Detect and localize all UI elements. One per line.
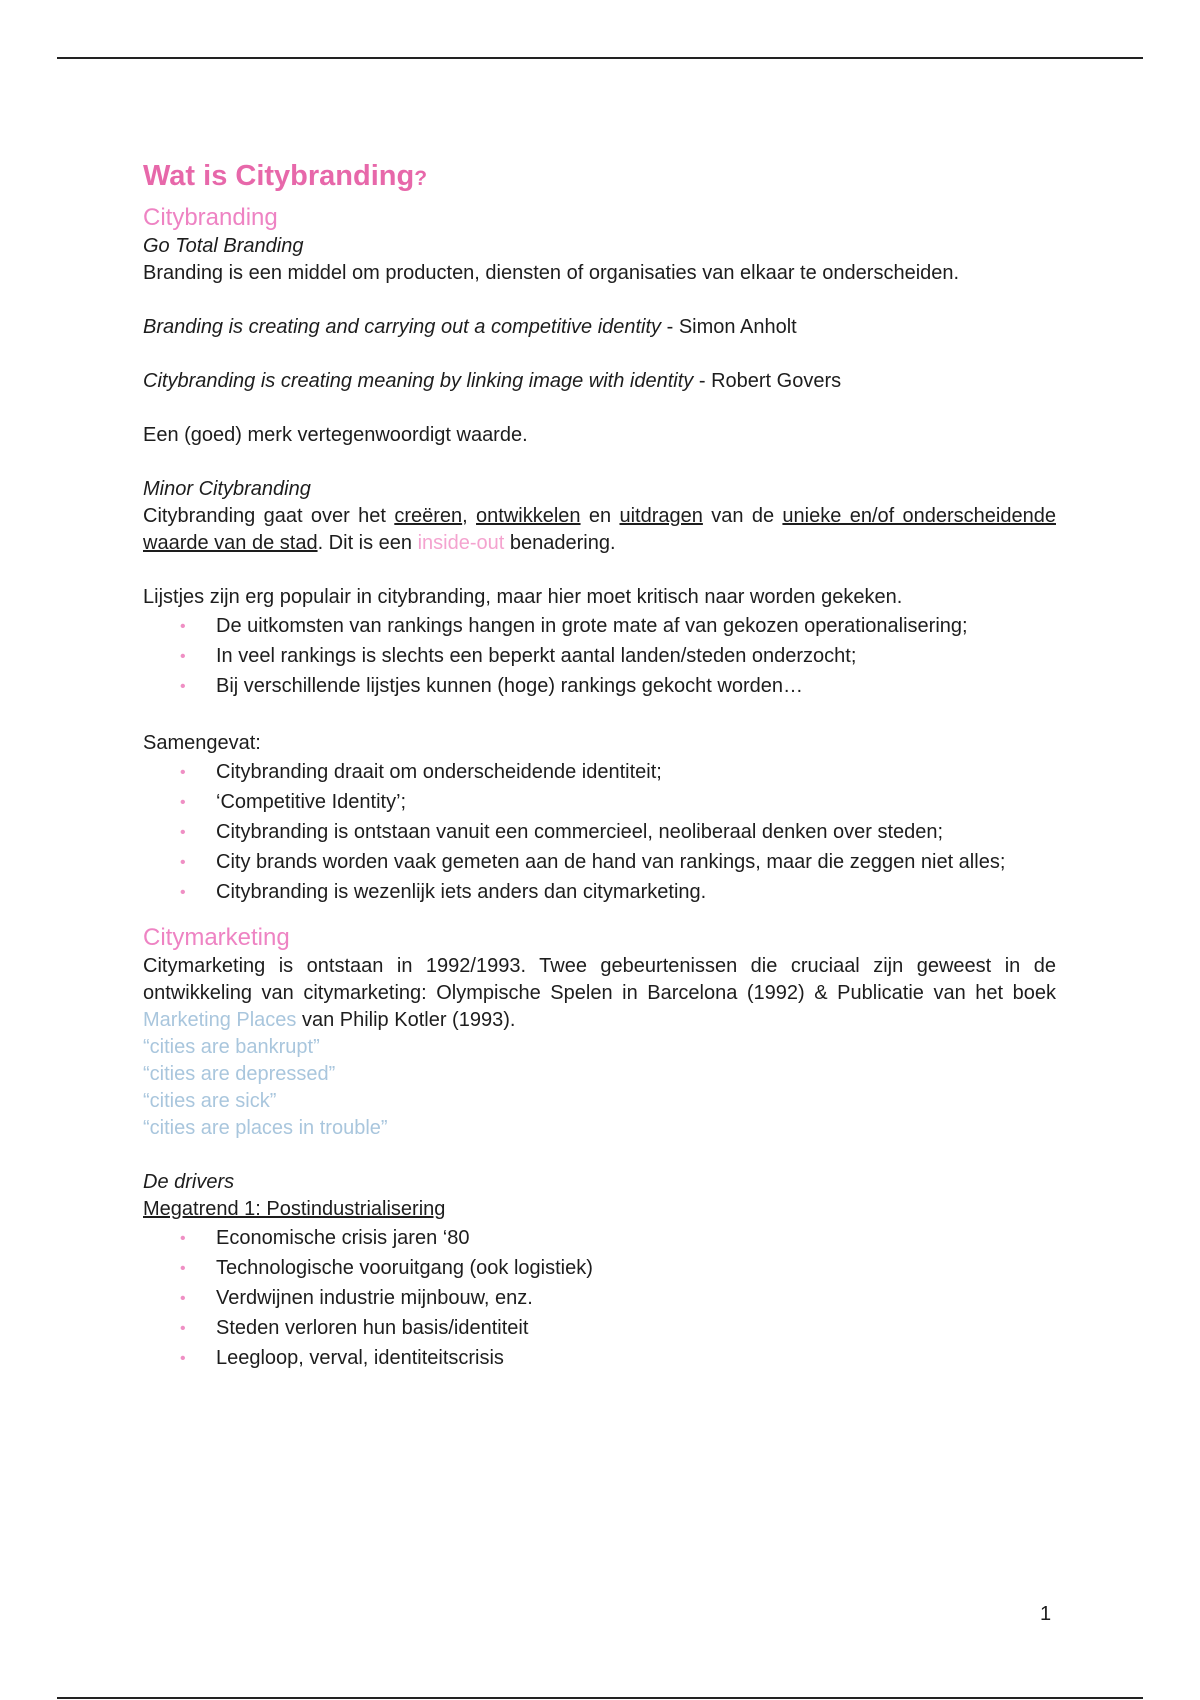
- header-rule: [57, 57, 1143, 59]
- quote-line: “cities are bankrupt”: [143, 1036, 320, 1058]
- list-item: • Leegloop, verval, identiteitscrisis: [180, 1347, 504, 1369]
- list-item: • Verdwijnen industrie mijnbouw, enz.: [180, 1287, 533, 1309]
- quote-line: “cities are places in trouble”: [143, 1117, 388, 1139]
- list-item: • ‘Competitive Identity’;: [180, 791, 407, 813]
- page-number: 1: [1040, 1603, 1052, 1625]
- list-item: • Steden verloren hun basis/identiteit: [180, 1317, 529, 1339]
- quote-line: “cities are sick”: [143, 1090, 277, 1112]
- quote-line: “cities are depressed”: [143, 1063, 336, 1085]
- megatrend-title: Megatrend 1: Postindustrialisering: [143, 1198, 446, 1220]
- page-title: Wat is Citybranding?: [143, 160, 428, 192]
- list-item: • Economische crisis jaren ‘80: [180, 1227, 470, 1249]
- intro-paragraph: Branding is een middel om producten, diensten of organisaties van elkaar te onderscheiden.: [143, 262, 960, 284]
- section-heading-citybranding: Citybranding: [143, 204, 278, 231]
- list-item: • In veel rankings is slechts een beperkt aantal landen/steden onderzocht;: [180, 645, 857, 667]
- list-item: • Citybranding is wezenlijk iets anders dan citymarketing.: [180, 881, 707, 903]
- quote-anholt: Branding is creating and carrying out a competitive identity - Simon Anholt: [143, 316, 797, 338]
- list-item: • Citybranding is ontstaan vanuit een commercieel, neoliberaal denken over steden;: [180, 821, 944, 843]
- minor-paragraph: Citybranding gaat over het creëren, ontwikkelen en uitdragen van de unieke en/of onderscheidende waarde van de stad. Dit is een inside-out benadering.: [143, 505, 1056, 554]
- list-item: • Technologische vooruitgang (ook logistiek): [180, 1257, 593, 1279]
- merk-paragraph: Een (goed) merk vertegenwoordigt waarde.: [143, 424, 528, 446]
- footer-rule: [57, 1697, 1143, 1699]
- quote-govers: Citybranding is creating meaning by linking image with identity - Robert Govers: [143, 370, 842, 392]
- lists-intro: Lijstjes zijn erg populair in citybranding, maar hier moet kritisch naar worden gekeken.: [143, 586, 903, 608]
- subheading-go-total-branding: Go Total Branding: [143, 235, 304, 257]
- list-item: • City brands worden vaak gemeten aan de hand van rankings, maar die zeggen niet alles;: [180, 851, 1006, 873]
- section-heading-citymarketing: Citymarketing: [143, 924, 290, 951]
- summary-intro: Samengevat:: [143, 732, 261, 754]
- list-item: • Bij verschillende lijstjes kunnen (hoge) rankings gekocht worden…: [180, 675, 803, 697]
- rankings-list: [143, 613, 1056, 700]
- minor-title: Minor Citybranding: [143, 478, 311, 500]
- list-item: • Citybranding draait om onderscheidende identiteit;: [180, 761, 662, 783]
- citymarketing-paragraph: Citymarketing is ontstaan in 1992/1993. Twee gebeurtenissen die cruciaal zijn geweest in de ontwikkeling van citymarketing: Olympische Spelen in Barcelona (1992) & Publicatie van het boek Marketing Places van Philip Kotler (1993).: [143, 955, 1056, 1031]
- document-page: [143, 158, 1056, 1375]
- megatrend-list: [143, 1225, 1056, 1372]
- drivers-title: De drivers: [143, 1171, 235, 1193]
- summary-list: [143, 759, 1056, 906]
- list-item: • De uitkomsten van rankings hangen in grote mate af van gekozen operationalisering;: [180, 615, 968, 637]
